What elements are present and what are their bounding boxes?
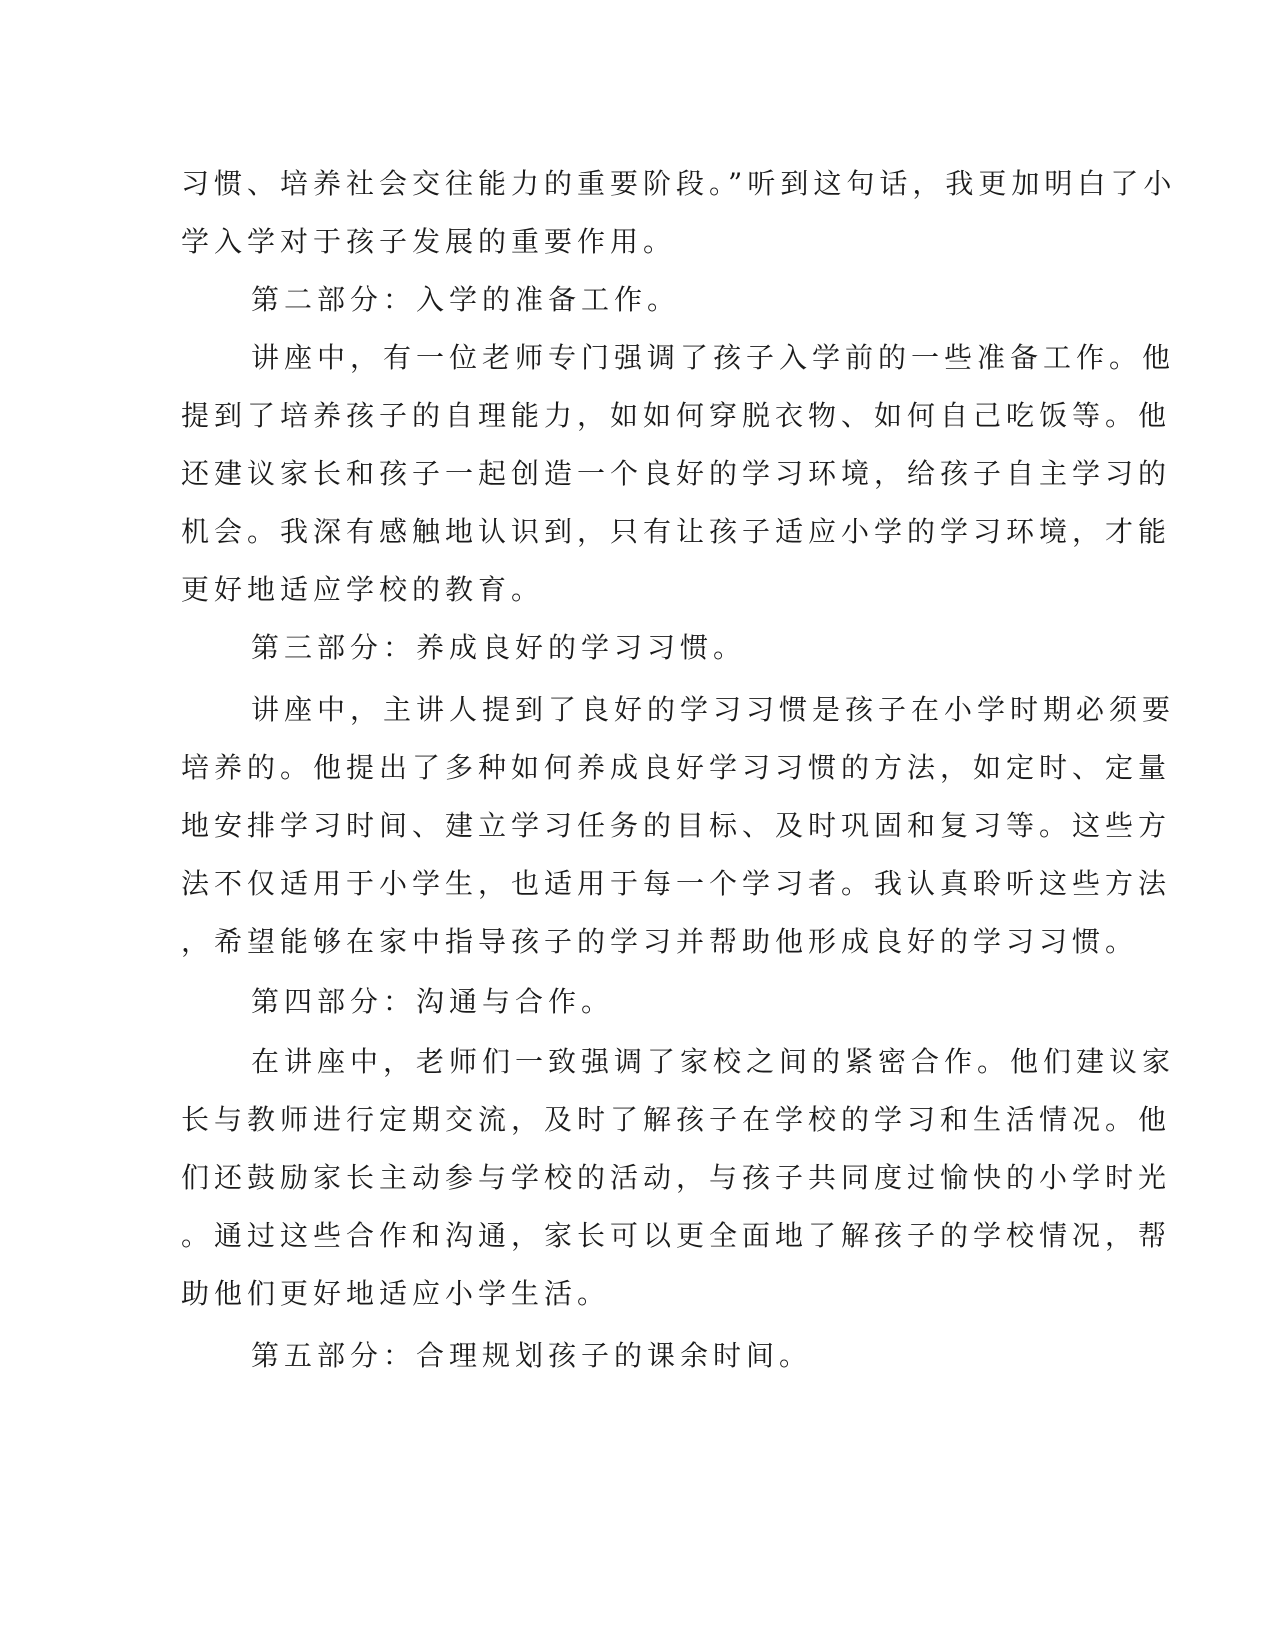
text-line: 讲座中，有一位老师专门强调了孩子入学前的一些准备工作。他: [251, 341, 1176, 374]
text-line: 机会。我深有感触地认识到，只有让孩子适应小学的学习环境，才能: [181, 515, 1172, 548]
section-heading: 第三部分：养成良好的学习习惯。: [251, 631, 747, 664]
text-line: 在讲座中，老师们一致强调了家校之间的紧密合作。他们建议家: [251, 1045, 1176, 1078]
text-line: ，希望能够在家中指导孩子的学习并帮助他形成良好的学习习惯。: [181, 925, 1139, 958]
text-line: 长与教师进行定期交流，及时了解孩子在学校的学习和生活情况。他: [181, 1103, 1172, 1136]
text-line: 们还鼓励家长主动参与学校的活动，与孩子共同度过愉快的小学时光: [181, 1161, 1172, 1194]
text-line: 讲座中，主讲人提到了良好的学习习惯是孩子在小学时期必须要: [251, 693, 1176, 726]
section-heading: 第五部分：合理规划孩子的课余时间。: [251, 1339, 813, 1372]
text-line: 习惯、培养社会交往能力的重要阶段。”听到这句话，我更加明白了小: [181, 167, 1177, 200]
text-line: 更好地适应学校的教育。: [181, 573, 545, 606]
text-line: 。通过这些合作和沟通，家长可以更全面地了解孩子的学校情况，帮: [181, 1219, 1172, 1252]
text-line: 培养的。他提出了多种如何养成良好学习习惯的方法，如定时、定量: [181, 751, 1172, 784]
section-heading: 第二部分：入学的准备工作。: [251, 283, 681, 316]
section-heading: 第四部分：沟通与合作。: [251, 985, 615, 1018]
text-line: 还建议家长和孩子一起创造一个良好的学习环境，给孩子自主学习的: [181, 457, 1172, 490]
text-line: 助他们更好地适应小学生活。: [181, 1277, 611, 1310]
text-line: 地安排学习时间、建立学习任务的目标、及时巩固和复习等。这些方: [181, 809, 1172, 842]
text-line: 提到了培养孩子的自理能力，如如何穿脱衣物、如何自己吃饭等。他: [181, 399, 1172, 432]
text-line: 学入学对于孩子发展的重要作用。: [181, 225, 677, 258]
text-line: 法不仅适用于小学生，也适用于每一个学习者。我认真聆听这些方法: [181, 867, 1172, 900]
